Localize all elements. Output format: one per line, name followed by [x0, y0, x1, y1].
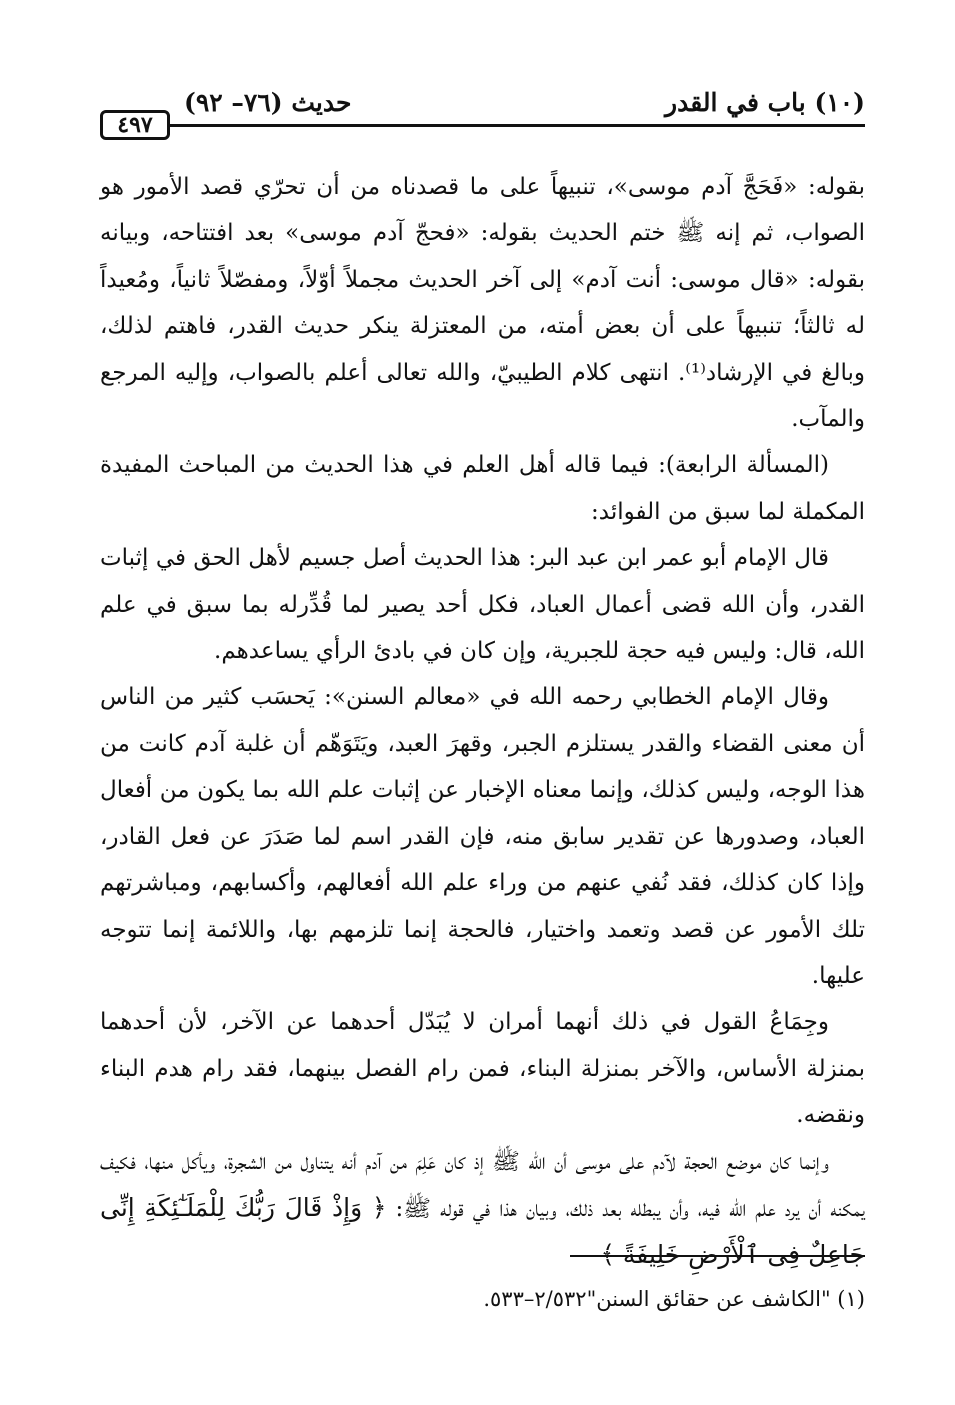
page-number: ٤٩٧: [100, 110, 170, 140]
paragraph-3: قال الإمام أبو عمر ابن عبد البر: هذا الحديث أصل جسيم لأهل الحق في إثبات القدر، وأن الله قضى أعمال العباد، فكل أحد يصير لما قُدِّرله بما سبق في علم الله، قال: وليس فيه حجة للجبرية، وإن كان في بادئ الرأي يساعدهم.: [100, 545, 865, 665]
paragraph-4: وقال الإمام الخطابي رحمه الله في «معالم السنن»: يَحسَب كثير من الناس أن معنى القضاء والقدر يستلزم الجبر، وقهرَ العبد، ويَتَوَهّم أن غلبة آدم كانت من هذا الوجه، وليس كذلك، وإنما معناه الإخبار عن إثبات علم الله بما يكون من أفعال العباد، وصدورها عن تقدير سابق منه، فإن القدر اسم لما صَدَرَ عن فعل القادر، وإذا كان كذلك، فقد نُفي عنهم من وراء علم الله أفعالهم، وأكسابهم، ومباشرتهم تلك الأمور عن قصد وتعمد واختيار، فالحجة إنما تلزمهم بها، واللائمة إنما تتوجه عليها.: [100, 684, 865, 989]
page-header: [100, 86, 865, 138]
hadith-range: حديث (٧٦– ٩٢): [184, 88, 352, 117]
footnote: (١) "الكاشف عن حقائق السنن"٢/٥٣٢–٥٣٣.: [483, 1287, 865, 1311]
paragraph-2: (المسألة الرابعة): فيما قاله أهل العلم في هذا الحديث من المباحث المفيدة المكملة لما سبق من الفوائد:: [100, 452, 865, 525]
paragraph-5: وجِمَاعُ القول في ذلك أنهما أمران لا يُبَدّل أحدهما عن الآخر، لأن أحدهما بمنزلة الأساس، والآخر بمنزلة البناء، فمن رام الفصل بينهما، فقد رام هدم البناء ونقضه.: [100, 1009, 865, 1129]
paragraph-6: [100, 1139, 865, 1280]
header-rule: [170, 124, 865, 127]
paragraph-6-text: وإنما كان موضع الحجة لآدم على موسى أن الله ﷺ إذ كان عَلِمَ من آدم أنه يتناول من الشجرة، ويأكل منها، فكيف يمكنه أن يرد علم الله فيه، وأن يبطله بعد ذلك، وبيان هذا في قوله ﷺ:: [100, 1148, 865, 1222]
footnote-rule: [570, 1255, 865, 1257]
body-text: [100, 164, 865, 1280]
chapter-title: (١٠) باب في القدر: [665, 88, 865, 117]
quran-verse: ﴿ وَإِذْ قَالَ رَبُّكَ لِلْمَلَـٰٓئِكَةِ إِنِّى جَاعِلٌ فِى ٱلْأَرْضِ خَلِيفَةً ﴾: [100, 1192, 865, 1270]
paragraph-1: بقوله: «فَحَجَّ آدم موسى»، تنبيهاً على ما قصدناه من أن تحرّي قصد الأمور هو الصواب، ثم إنه ﷺ ختم الحديث بقوله: «فحجّ آدم موسى» بعد افتتاحه، وبيانه بقوله: «قال موسى: أنت آدم» إلى آخر الحديث مجملاً أوّلاً، ومفصّلاً ثانياً، ومُعيداً له ثالثاً؛ تنبيهاً على أن بعض أمته، من المعتزلة ينكر حديث القدر، فاهتم لذلك، وبالغ في الإرشاد⁽¹⁾. انتهى كلام الطيبيّ، والله تعالى أعلم بالصواب، وإليه المرجع والمآب.: [100, 174, 865, 433]
